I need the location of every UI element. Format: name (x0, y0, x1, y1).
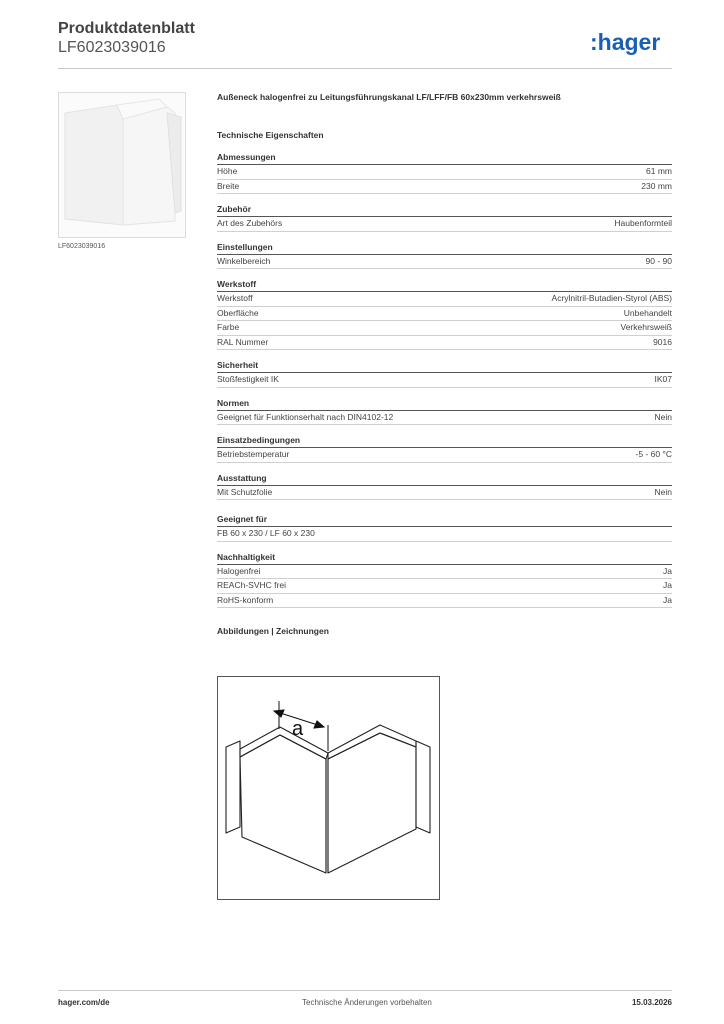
spec-row (217, 527, 672, 542)
spec-row (217, 448, 672, 463)
spec-section (217, 242, 672, 270)
section-title: Einsatzbedingungen (217, 435, 672, 448)
product-photo (59, 93, 185, 237)
spec-row (217, 565, 672, 580)
product-title: Außeneck halogenfrei zu Leitungsführungskanal LF/LFF/FB 60x230mm verkehrsweiß (217, 92, 561, 102)
product-image (58, 92, 186, 238)
spec-label: FB 60 x 230 / LF 60 x 230 (217, 528, 315, 538)
spec-value: Nein (654, 486, 672, 497)
spec-label: Höhe (217, 166, 238, 176)
spec-row (217, 579, 672, 594)
spec-label: RoHS-konform (217, 594, 274, 605)
spec-content (217, 92, 672, 638)
spec-label: Winkelbereich (217, 255, 271, 266)
technical-drawing (217, 676, 440, 900)
spec-label: Art des Zubehörs (217, 218, 283, 228)
drawings-heading: Abbildungen | Zeichnungen (217, 626, 329, 636)
spec-value: 61 mm (646, 166, 672, 176)
spec-value: Ja (663, 594, 672, 605)
spec-value: IK07 (654, 374, 672, 384)
spec-label: Stoßfestigkeit IK (217, 374, 279, 384)
spec-section (217, 398, 672, 426)
spec-row (217, 307, 672, 322)
spec-label: RAL Nummer (217, 336, 269, 347)
spec-label: Halogenfrei (217, 565, 261, 576)
spec-label: Oberfläche (217, 307, 259, 318)
spec-value: Nein (654, 411, 672, 422)
article-number: LF6023039016 (58, 39, 166, 56)
spec-row (217, 373, 672, 388)
spec-value: Verkehrsweiß (620, 322, 672, 332)
spec-value: -5 - 60 °C (635, 449, 672, 459)
spec-value: Ja (663, 580, 672, 590)
spec-value: Acrylnitril-Butadien-Styrol (ABS) (551, 293, 672, 303)
section-title: Zubehör (217, 204, 672, 217)
spec-section (217, 473, 672, 501)
spec-sections (217, 152, 672, 500)
spec-row (217, 411, 672, 426)
spec-section (217, 152, 672, 194)
spec-row (217, 292, 672, 307)
section-title: Sicherheit (217, 360, 672, 373)
spec-section (217, 514, 672, 542)
spec-section (217, 279, 672, 350)
spec-label: Farbe (217, 322, 240, 332)
spec-row (217, 165, 672, 180)
tech-heading: Technische Eigenschaften (217, 130, 324, 140)
spec-label: Werkstoff (217, 293, 253, 303)
section-title: Werkstoff (217, 279, 672, 292)
hager-logo (590, 26, 674, 60)
footer-website[interactable]: hager.com/de (58, 998, 110, 1007)
spec-label: REACh-SVHC frei (217, 580, 286, 590)
spec-label: Mit Schutzfolie (217, 486, 273, 497)
section-title: Abmessungen (217, 152, 672, 165)
spec-section (217, 360, 672, 388)
footer-notice: Technische Änderungen vorbehalten (302, 998, 432, 1007)
sustainability-section (217, 552, 672, 609)
footer-date: 15.03.2026 (631, 998, 672, 1007)
image-caption: LF6023039016 (58, 243, 106, 250)
spec-row (217, 180, 672, 195)
spec-value: 230 mm (641, 180, 672, 191)
spec-value: Unbehandelt (623, 307, 672, 318)
section-title: Geeignet für (217, 514, 672, 527)
spec-value: 9016 (653, 336, 672, 347)
page-title: Produktdatenblatt (58, 20, 195, 37)
spec-value: Haubenformteil (614, 218, 672, 228)
spec-value: 90 - 90 (645, 255, 672, 266)
header-divider (58, 68, 672, 69)
spec-row (217, 255, 672, 270)
spec-label: Breite (217, 180, 240, 191)
spec-section (217, 204, 672, 232)
spec-section (217, 552, 672, 609)
spec-row (217, 321, 672, 336)
spec-row (217, 594, 672, 609)
spec-value: Ja (663, 565, 672, 576)
section-title: Nachhaltigkeit (217, 552, 672, 565)
spec-row (217, 486, 672, 501)
spec-row (217, 336, 672, 351)
logo-text: :hager (590, 29, 661, 55)
spec-label: Betriebstemperatur (217, 449, 290, 459)
suitable-section (217, 514, 672, 542)
dimension-label: a (292, 718, 304, 740)
section-title: Einstellungen (217, 242, 672, 255)
spec-label: Geeignet für Funktionserhalt nach DIN4102-12 (217, 411, 394, 422)
section-title: Ausstattung (217, 473, 672, 486)
section-title: Normen (217, 398, 672, 411)
spec-section (217, 435, 672, 463)
footer-divider (58, 990, 672, 991)
corner-drawing (218, 677, 439, 899)
spec-row (217, 217, 672, 232)
